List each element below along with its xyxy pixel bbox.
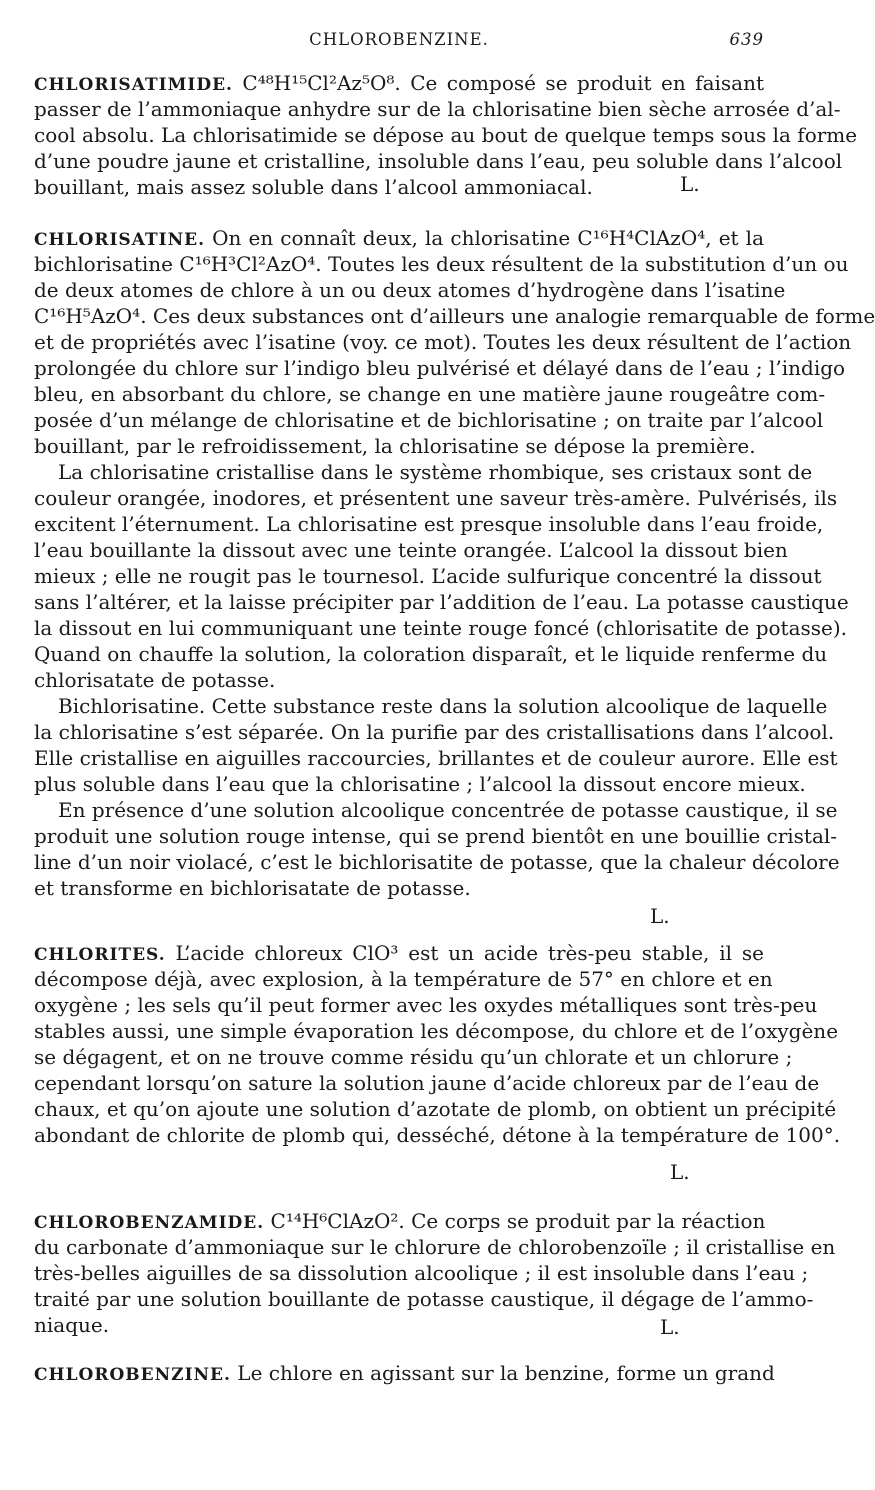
author-signature: L. xyxy=(650,904,670,928)
text-line xyxy=(34,719,835,745)
line-text: du carbonate d’ammoniaque sur le chlorure de chlorobenzoïle ; il cristallise en xyxy=(34,1235,836,1259)
entry-first-line xyxy=(34,1208,764,1236)
line-text: couleur orangée, inodores, et présentent une saveur très-amère. Pulvérisés, ils xyxy=(34,486,838,510)
text-line xyxy=(34,537,788,563)
text-line xyxy=(34,381,826,407)
text-line xyxy=(34,823,838,849)
line-text: La chlorisatine cristallise dans le système rhombique, ses cristaux sont de xyxy=(58,460,813,484)
line-text: On en connaît deux, la chlorisatine C¹⁶H⁴ClAzO⁴, et la xyxy=(205,226,764,250)
text-line xyxy=(34,1312,764,1338)
line-text: oxygène ; les sels qu’il peut former avec les oxydes métalliques sont très-peu xyxy=(34,993,818,1017)
line-text: et de propriétés avec l’isatine (voy. ce mot). Toutes les deux résultent de l’action xyxy=(34,330,852,354)
line-text: l’eau bouillante la dissout avec une teinte orangée. L’alcool la dissout bien xyxy=(34,538,788,562)
text-line xyxy=(34,355,846,381)
running-title: CHLOROBENZINE. xyxy=(309,30,489,49)
page-number: 639 xyxy=(729,30,764,49)
line-text: décompose déjà, avec explosion, à la température de 57° en chlore et en xyxy=(34,967,773,991)
text-line xyxy=(58,459,813,485)
line-text: Quand on chauffe la solution, la coloration disparaît, et le liquide renferme du xyxy=(34,642,828,666)
line-text: bouillant, mais assez soluble dans l’alcool ammoniacal. xyxy=(34,175,593,199)
line-text: mieux ; elle ne rougit pas le tournesol. L’acide sulfurique concentré la dissout xyxy=(34,564,822,588)
text-line xyxy=(34,667,764,693)
entry-headword: CHLOROBENZAMIDE. xyxy=(34,1213,265,1233)
text-line xyxy=(34,1122,841,1148)
text-line xyxy=(34,563,822,589)
author-signature: L. xyxy=(660,1315,680,1339)
text-line xyxy=(34,174,764,200)
line-text: de deux atomes de chlore à un ou deux atomes d’hydrogène dans l’isatine xyxy=(34,278,786,302)
text-line xyxy=(34,407,824,433)
entry-headword: CHLORISATINE. xyxy=(34,230,205,250)
text-line xyxy=(34,303,875,329)
entry-first-line xyxy=(34,1360,775,1388)
text-line xyxy=(34,251,849,277)
text-line xyxy=(34,771,806,797)
text-line xyxy=(34,615,848,641)
line-text: traité par une solution bouillante de potasse caustique, il dégage de l’ammo- xyxy=(34,1287,814,1311)
text-line xyxy=(34,589,849,615)
line-text: bouillant, par le refroidissement, la chlorisatine se dépose la première. xyxy=(34,434,756,458)
line-text: line d’un noir violacé, c’est le bichlorisatite de potasse, que la chaleur décolore xyxy=(34,850,840,874)
line-text: produit une solution rouge intense, qui se prend bientôt en une bouillie cristal- xyxy=(34,824,838,848)
entry-first-line xyxy=(34,70,764,98)
text-line xyxy=(34,96,841,122)
text-line xyxy=(34,122,858,148)
entry-first-line xyxy=(34,940,764,968)
entry-first-line xyxy=(34,225,764,253)
line-text: cependant lorsqu’on sature la solution jaune d’acide chloreux par de l’eau de xyxy=(34,1071,820,1095)
entry-headword: CHLOROBENZINE. xyxy=(34,1365,231,1385)
line-text: passer de l’ammoniaque anhydre sur de la chlorisatine bien sèche arrosée d’al- xyxy=(34,97,841,121)
line-text: Le chlore en agissant sur la benzine, forme un grand xyxy=(230,1361,775,1385)
line-text: L’acide chloreux ClO³ est un acide très-peu stable, il se xyxy=(165,941,764,965)
text-line xyxy=(34,966,773,992)
text-line xyxy=(34,849,840,875)
line-text: plus soluble dans l’eau que la chlorisatine ; l’alcool la dissout encore mieux. xyxy=(34,772,806,796)
text-line xyxy=(34,511,824,537)
running-header xyxy=(34,30,764,54)
line-text: bichlorisatine C¹⁶H³Cl²AzO⁴. Toutes les deux résultent de la substitution d’un ou xyxy=(34,252,849,276)
text-line xyxy=(34,329,852,355)
text-line xyxy=(34,1234,836,1260)
entry-headword: CHLORISATIMIDE. xyxy=(34,75,233,95)
text-line xyxy=(34,641,828,667)
line-text: très-belles aiguilles de sa dissolution alcoolique ; il est insoluble dans l’eau ; xyxy=(34,1261,809,1285)
line-text: chaux, et qu’on ajoute une solution d’azotate de plomb, on obtient un précipité xyxy=(34,1097,837,1121)
text-line xyxy=(34,433,764,459)
line-text: C⁴⁸H¹⁵Cl²Az⁵O⁸. Ce composé se produit en faisant xyxy=(232,71,764,95)
text-line xyxy=(34,148,843,174)
line-text: niaque. xyxy=(34,1313,110,1337)
text-line xyxy=(34,745,838,771)
text-line xyxy=(58,797,838,823)
text-line xyxy=(34,1070,820,1096)
line-text: C¹⁶H⁵AzO⁴. Ces deux substances ont d’ailleurs une analogie remarquable de forme xyxy=(34,304,875,328)
line-text: C¹⁴H⁶ClAzO². Ce corps se produit par la réaction xyxy=(264,1209,766,1233)
line-text: prolongée du chlore sur l’indigo bleu pulvérisé et délayé dans de l’eau ; l’indigo xyxy=(34,356,846,380)
text-line xyxy=(34,1044,793,1070)
line-text: et transforme en bichlorisatate de potasse. xyxy=(34,876,471,900)
line-text: la chlorisatine s’est séparée. On la purifie par des cristallisations dans l’alcool. xyxy=(34,720,835,744)
text-line xyxy=(34,1018,839,1044)
line-text: cool absolu. La chlorisatimide se dépose au bout de quelque temps sous la forme xyxy=(34,123,858,147)
line-text: posée d’un mélange de chlorisatine et de bichlorisatine ; on traite par l’alcool xyxy=(34,408,824,432)
author-signature: L. xyxy=(680,172,700,196)
text-line xyxy=(34,1286,814,1312)
line-text: Bichlorisatine. Cette substance reste dans la solution alcoolique de laquelle xyxy=(58,694,828,718)
line-text: stables aussi, une simple évaporation les décompose, du chlore et de l’oxygène xyxy=(34,1019,839,1043)
line-text: bleu, en absorbant du chlore, se change en une matière jaune rougeâtre com- xyxy=(34,382,826,406)
entry-headword: CHLORITES. xyxy=(34,945,166,965)
line-text: la dissout en lui communiquant une teinte rouge foncé (chlorisatite de potasse). xyxy=(34,616,848,640)
text-line xyxy=(34,1260,809,1286)
line-text: excitent l’éternument. La chlorisatine est presque insoluble dans l’eau froide, xyxy=(34,512,824,536)
author-signature: L. xyxy=(670,1160,690,1184)
line-text: Elle cristallise en aiguilles raccourcies, brillantes et de couleur aurore. Elle est xyxy=(34,746,838,770)
text-line xyxy=(34,485,838,511)
line-text: sans l’altérer, et la laisse précipiter par l’addition de l’eau. La potasse caustique xyxy=(34,590,849,614)
line-text: d’une poudre jaune et cristalline, insoluble dans l’eau, peu soluble dans l’alcool xyxy=(34,149,843,173)
text-line xyxy=(34,1096,837,1122)
line-text: abondant de chlorite de plomb qui, desséché, détone à la température de 100°. xyxy=(34,1123,841,1147)
text-line xyxy=(34,992,818,1018)
line-text: En présence d’une solution alcoolique concentrée de potasse caustique, il se xyxy=(58,798,838,822)
text-line xyxy=(58,693,828,719)
line-text: se dégagent, et on ne trouve comme résidu qu’un chlorate et un chlorure ; xyxy=(34,1045,793,1069)
text-line xyxy=(34,277,786,303)
text-line xyxy=(34,875,764,901)
line-text: chlorisatate de potasse. xyxy=(34,668,276,692)
